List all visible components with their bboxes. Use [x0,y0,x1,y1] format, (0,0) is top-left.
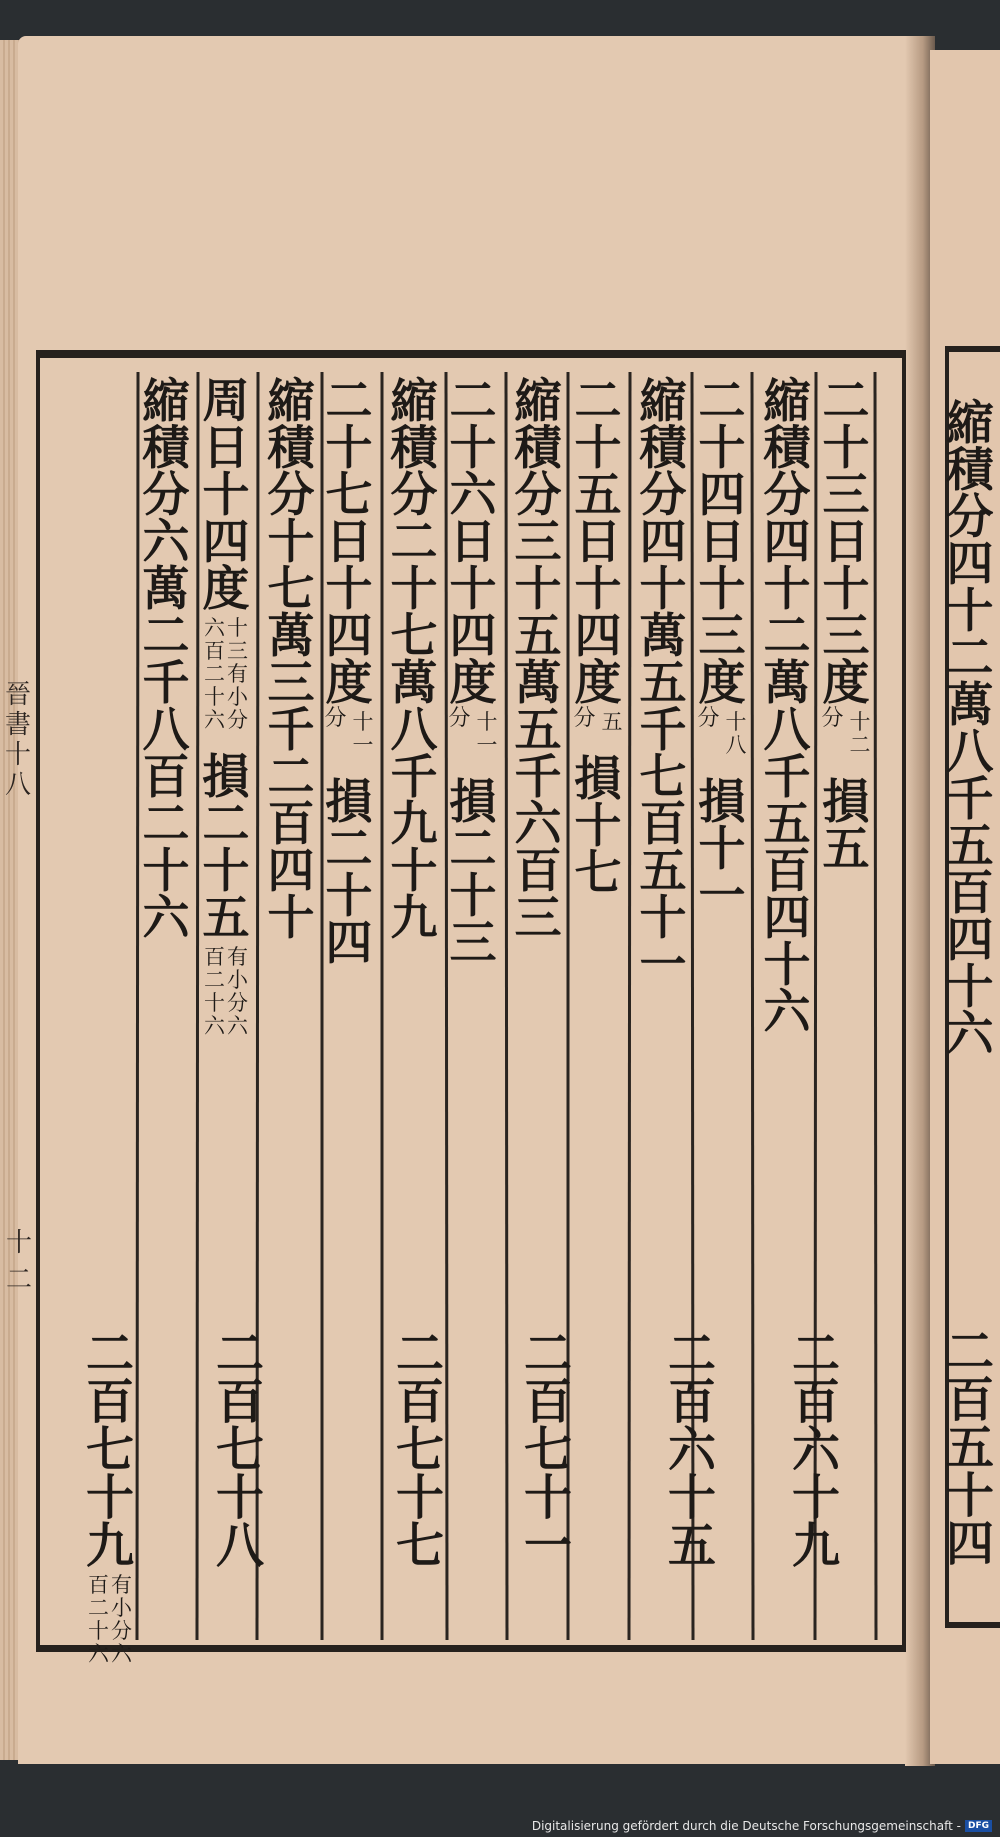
column-rule [506,372,507,1640]
column-body: 二 十 四 日 十 三 度 分 十 八 損 十 一 [697,374,747,924]
interlinear-note [353,711,374,757]
interlinear-note [850,711,871,757]
day-count-number: 二 百 七 十 一 [523,1326,572,1574]
text-column [816,374,876,877]
day-count-number: 二 百 六 十 九 [791,1326,840,1574]
vertical-text: 縮 積 分 十 七 萬 三 千 二 百 四 十 [267,374,315,946]
column-body: 二 十 五 日 十 四 度 分 五 損 十 七 [573,374,623,901]
credit-text: Digitalisierung gefördert durch die Deutsche Forschungsgemeinschaft - [531,1819,961,1833]
vertical-text: 縮 積 分 六 萬 二 千 八 百 二 十 六 [142,374,190,946]
note-line: 有 小 分 六 [111,1573,132,1666]
column-body: 二 十 七 日 十 四 度 分 十 一 損 二 十 四 [324,374,374,971]
day-count-number: 二 百 七 十 八 [215,1326,264,1574]
margin-book-title: 晉 書 十 八 [4,680,31,800]
interlinear-note [204,946,248,1038]
text-column [757,374,817,1040]
column-rule [752,372,753,1640]
interlinear-note [477,711,498,757]
vertical-text: 縮 積 分 四 十 二 萬 八 千 五 百 四 十 六 [763,374,811,1040]
text-column [508,374,568,946]
day-count-number: 二 百 七 十 九 有 小 分 六 百 二 十 六 [85,1326,134,1666]
vertical-text: 縮 積 分 三 十 五 萬 五 千 六 百 三 [514,374,562,946]
dfg-logo: DFG [965,1820,992,1832]
note-line: 十 一 [352,710,374,757]
note-line: 五 [601,710,623,734]
day-count-number: 二 百 六 十 五 [667,1326,716,1574]
note-line: 十 八 [725,710,747,757]
note-line: 十 二 [849,710,871,757]
note-line: 有 小 分 六 [227,945,248,1038]
interlinear-note [726,711,747,757]
text-column [568,374,628,901]
right-page-number: 二 百 五 十 四 [945,1324,994,1572]
interlinear-note [602,711,623,734]
interlinear-note [88,1574,132,1666]
text-column [633,374,693,993]
digitization-credit [532,1819,992,1833]
interlinear-note [204,617,248,732]
note-line: 百 二 十 六 [204,945,225,1038]
text-column [136,374,196,946]
vertical-text: 縮 積 分 二 十 七 萬 八 千 九 十 九 [390,374,438,946]
text-column [384,374,444,946]
column-body: 二 十 六 日 十 四 度 分 十 一 損 二 十 三 [448,374,498,971]
note-line: 六 百 二 十 六 [204,616,225,732]
vertical-text: 縮 積 分 四 十 萬 五 千 七 百 五 十 一 [639,374,687,993]
day-count-number: 二 百 七 十 七 [395,1326,444,1574]
note-line: 十 一 [476,710,498,757]
note-line: 十 三 有 小 分 [227,616,248,732]
column-body: 二 十 三 日 十 三 度 分 十 二 損 五 [821,374,871,877]
text-column [196,374,256,1042]
column-rule [629,372,630,1640]
column-body: 周 日 十 四 度 十 三 有 小 分 六 百 二 十 六 損 二 十 五 有 小 分 六 百 二 十 六 [202,374,250,1038]
text-column [261,374,321,946]
right-page-column: 縮 積 分 四 十 二 萬 八 千 五 百 四 十 六 [946,396,994,1062]
text-column [319,374,379,971]
text-column [692,374,752,924]
text-column [443,374,503,971]
note-line: 百 二 十 六 [88,1573,109,1666]
margin-folio-number: 十二 [5,1228,32,1295]
